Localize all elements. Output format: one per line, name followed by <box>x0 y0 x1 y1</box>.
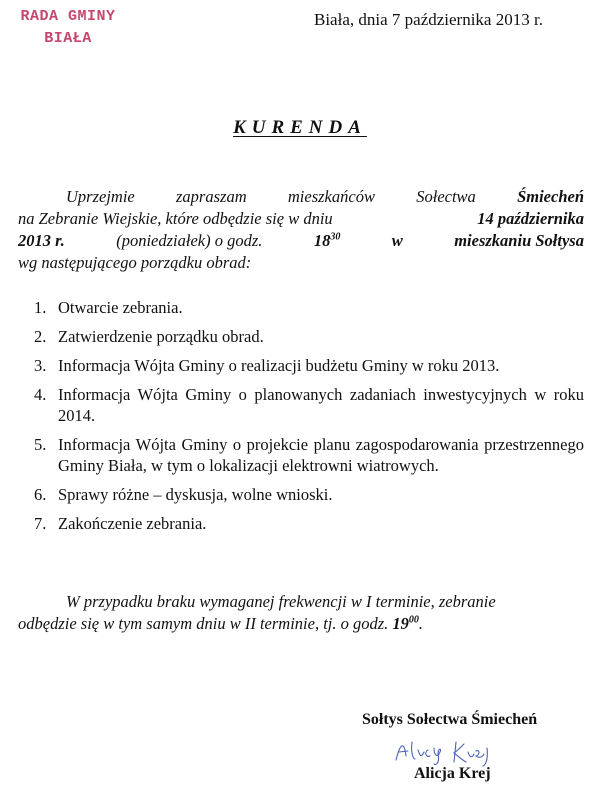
document-title <box>0 117 600 139</box>
meeting-minutes: 30 <box>330 231 341 243</box>
signer-title: Sołtys Sołectwa Śmiecheń <box>362 711 538 728</box>
stamp-line-1: RADA GMINY <box>20 8 116 25</box>
intro-line-1 <box>18 186 584 208</box>
agenda-number: 2. <box>34 327 47 346</box>
second-term-minutes: 00 <box>408 614 419 626</box>
agenda-text: Informacja Wójta Gminy o projekcie planu zagospodarowania przestrzennego Gminy Biała, w tym o lokalizacji elektrowni wiatrowych. <box>58 435 584 475</box>
agenda-number: 6. <box>34 485 47 504</box>
agenda-text: Otwarcie zebrania. <box>58 298 183 317</box>
intro-word: Uprzejmie <box>66 187 135 206</box>
title-text: KURENDA <box>233 117 367 138</box>
agenda-text: Zakończenie zebrania. <box>58 514 207 533</box>
agenda-item <box>34 355 584 376</box>
meeting-place: mieszkaniu Sołtysa <box>454 231 584 250</box>
closing-paragraph <box>18 591 584 635</box>
agenda-item <box>34 484 584 505</box>
agenda-item <box>34 326 584 347</box>
agenda-item <box>34 384 584 426</box>
agenda-number: 4. <box>34 385 47 404</box>
intro-text: na Zebranie Wiejskie, które odbędzie się w dniu <box>18 209 333 228</box>
meeting-year: 2013 r. <box>18 231 65 250</box>
second-term-time <box>392 613 419 635</box>
agenda-item <box>34 434 584 476</box>
closing-text: odbędzie się w tym samym dniu w II terminie, tj. o godz. <box>18 614 389 633</box>
agenda-number: 7. <box>34 514 47 533</box>
council-stamp <box>8 6 128 50</box>
intro-word: zapraszam <box>176 187 247 206</box>
signer-name: Alicja Krej <box>414 765 491 782</box>
agenda-text: Sprawy różne – dyskusja, wolne wnioski. <box>58 485 333 504</box>
meeting-hour: 18 <box>313 231 331 250</box>
intro-word: Sołectwa <box>416 187 476 206</box>
meeting-time <box>314 230 341 252</box>
second-term-hour: 19 <box>392 614 409 633</box>
intro-village-name: Śmiecheń <box>517 187 584 206</box>
agenda-item <box>34 297 584 318</box>
closing-line-2 <box>18 613 584 635</box>
agenda-number: 3. <box>34 356 47 375</box>
handwritten-signature <box>390 734 500 768</box>
intro-word: mieszkańców <box>287 187 375 206</box>
agenda-text: Informacja Wójta Gminy o realizacji budżetu Gminy w roku 2013. <box>58 356 500 375</box>
agenda-list <box>34 297 584 542</box>
intro-text: (poniedziałek) o godz. <box>116 231 263 250</box>
intro-line-4 <box>18 252 584 274</box>
closing-line-1 <box>18 591 584 613</box>
closing-period: . <box>418 614 424 633</box>
agenda-number: 5. <box>34 435 47 454</box>
stamp-line-2: BIAŁA <box>44 30 92 47</box>
closing-text: W przypadku braku wymaganej frekwencji w I terminie, zebranie <box>66 592 496 611</box>
intro-paragraph <box>18 186 584 274</box>
intro-line-3 <box>18 230 584 252</box>
document-date: Biała, dnia 7 października 2013 r. <box>314 10 543 29</box>
intro-text: w <box>391 231 403 250</box>
agenda-item <box>34 513 584 534</box>
intro-text: wg następującego porządku obrad: <box>18 253 252 272</box>
agenda-text: Informacja Wójta Gminy o planowanych zadaniach inwestycyjnych w roku 2014. <box>58 385 584 425</box>
agenda-number: 1. <box>34 298 47 317</box>
intro-line-2 <box>18 208 584 230</box>
meeting-date: 14 października <box>477 209 584 228</box>
agenda-text: Zatwierdzenie porządku obrad. <box>58 327 264 346</box>
